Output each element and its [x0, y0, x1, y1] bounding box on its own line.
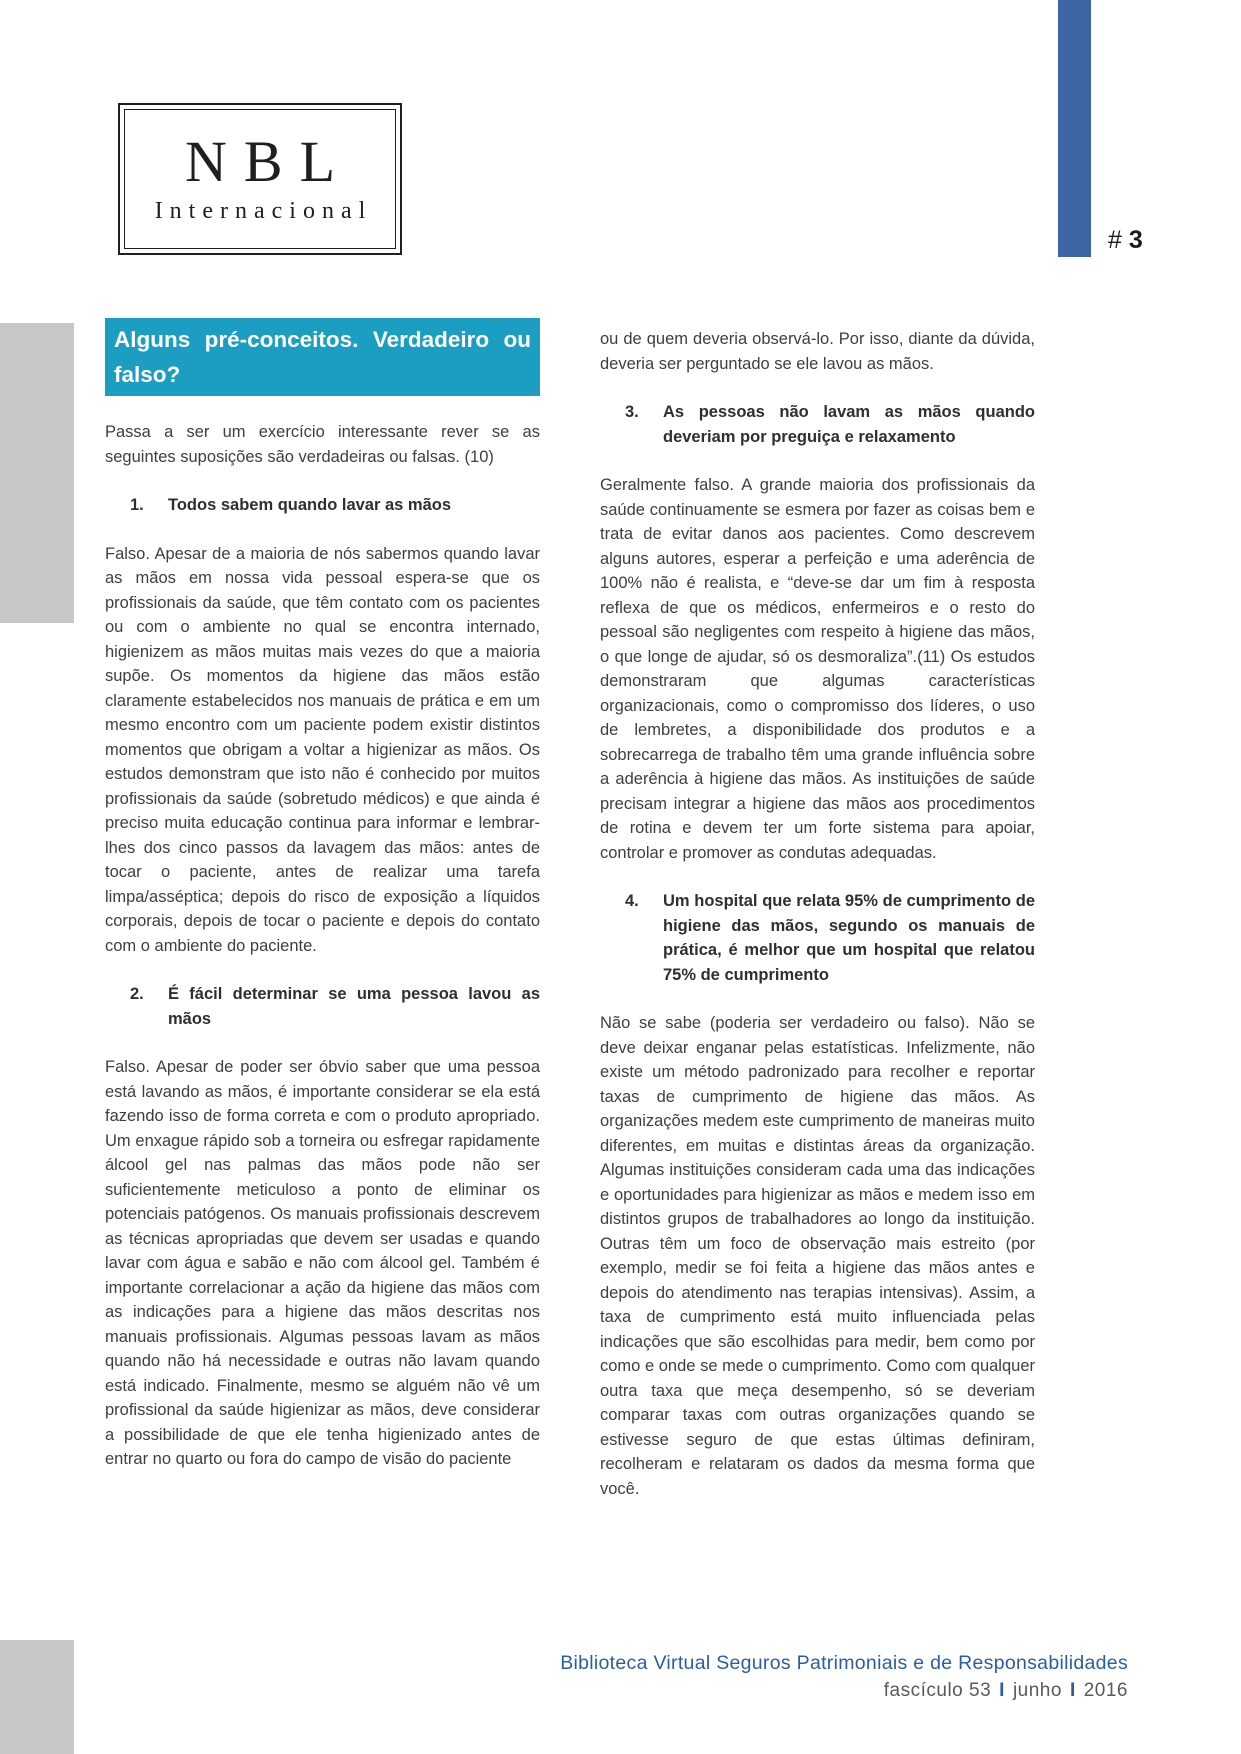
- logo-subtitle: Internacional: [154, 198, 373, 224]
- section-heading: Alguns pré-conceitos. Verdadeiro ou falso?: [105, 318, 540, 396]
- item-3-paragraph: Geralmente falso. A grande maioria dos profissionais da saúde continuamente se esmera por fazer as coisas bem e trata de evitar danos aos pacientes. Como descrevem alguns autores, esperar a perfeição e uma aderência de 100% não é realista, e “deve-se dar um fim à resposta reflexa de que os médicos, enfermeiros e o resto do pessoal são negligentes com respeito à higiene das mãos, o que longe de ajudar, só os desmoraliza”.(11) Os estudos demonstraram que algumas características organizacionais, como o compromisso dos líderes, o uso de lembretes, a disponibilidade dos produtos e a sobrecarrega de trabalho têm uma grande influência sobre a aderência à higiene das mãos. As instituições de saúde precisam integrar a higiene das mãos aos procedimentos de rotina e devem ter um forte sistema para apoiar, controlar e promover as condutas adequadas.: [600, 476, 1035, 862]
- item-3-title: As pessoas não lavam as mãos quando deveriam por preguiça e relaxamento: [663, 403, 1035, 446]
- footer-issue-line: [560, 1680, 1128, 1702]
- left-gray-block-bottom: [0, 1640, 74, 1754]
- continuation-paragraph: ou de quem deveria observá-lo. Por isso, diante da dúvida, deveria ser perguntado se ele lavou as mãos.: [600, 330, 1035, 373]
- page-footer: [560, 1652, 1128, 1702]
- content-columns: [105, 318, 1035, 1501]
- top-blue-bar: [1058, 0, 1091, 257]
- item-2-number: 2.: [130, 985, 144, 1003]
- item-2-paragraph: Falso. Apesar de poder ser óbvio saber que uma pessoa está lavando as mãos, é importante considerar se ela está fazendo isso de forma correta e com o produto apropriado. Um enxague rápido sob a torneira ou esfregar rapidamente álcool gel nas palmas das mãos pode não ser suficientemente meticuloso a ponto de eliminar os potenciais patógenos. Os manuais profissionais descrevem as técnicas apropriadas que devem ser usadas e quando lavar com água e sabão e não com álcool gel. Também é importante correlacionar a ação da higiene das mãos com as indicações para a higiene das mãos descritas nos manuais profissionais. Algumas pessoas lavam as mãos quando não há necessidade e outras não lavam quando está indicado. Finalmente, mesmo se alguém não vê um profissional da saúde higienizar as mãos, deve considerar a possibilidade de que ele tenha higienizado antes de entrar no quarto ou fora do campo de visão do paciente: [105, 1058, 540, 1468]
- logo-title: NBL: [185, 129, 352, 194]
- item-4-paragraph: Não se sabe (poderia ser verdadeiro ou falso). Não se deve deixar enganar pelas estatísticas. Infelizmente, não existe um método padronizado para recolher e reportar taxas de cumprimento de higiene das mãos. As organizações medem este cumprimento de maneiras muito diferentes, em muitas e distintas áreas da organização. Algumas instituições consideram cada uma das indicações e oportunidades para higienizar as mãos e medem isso em distintos grupos de trabalhadores ao longo da instituição. Outras têm um foco de observação mais estreito (por exemplo, medir se foi feita a higiene das mãos antes e depois do atendimento nas terapias intensivas). Assim, a taxa de cumprimento está muito influenciada pelas indicações que são escolhidas para medir, bem como por como e onde se mede o cumprimento. Como com qualquer outra taxa que meça desempenho, só se deveriam comparar taxas com outras organizações quando se estivesse seguro de que estas últimas definiram, recolheram e relataram os dados da mesma forma que você.: [600, 1014, 1035, 1498]
- item-3-number: 3.: [625, 403, 639, 421]
- footer-month: junho: [1012, 1680, 1062, 1701]
- numbered-item-4: [600, 889, 1035, 987]
- page-number-hash: #: [1108, 226, 1122, 254]
- footer-publication-title: Biblioteca Virtual Seguros Patrimoniais e de Responsabilidades: [560, 1652, 1128, 1674]
- page-number: [1108, 226, 1143, 255]
- right-column: [600, 318, 1035, 1501]
- footer-fascicle: fascículo 53: [883, 1680, 992, 1701]
- numbered-item-3: [600, 400, 1035, 449]
- item-1-paragraph: Falso. Apesar de a maioria de nós sabermos quando lavar as mãos em nossa vida pessoal espera-se que os profissionais da saúde, que têm contato com os pacientes ou com o ambiente no qual se encontra internado, higienizem as mãos muitas mais vezes do que a maioria supõe. Os momentos da higiene das mãos estão claramente estabelecidos nos manuais de prática e em um mesmo encontro com um paciente podem existir distintos momentos que obrigam a voltar a higienizar as mãos. Os estudos demonstram que isto não é conhecido por muitos profissionais da saúde (sobretudo médicos) e que ainda é preciso muita educação continua para informar e lembrar-lhes dos cinco passos da lavagem das mãos: antes de tocar o paciente, antes de realizar uma tarefa limpa/asséptica; depois do risco de exposição a líquidos corporais, depois de tocar o paciente e depois do contato com o ambiente do paciente.: [105, 544, 540, 955]
- item-1-number: 1.: [130, 496, 144, 514]
- item-4-number: 4.: [625, 892, 639, 910]
- footer-separator-2: I: [1069, 1680, 1076, 1701]
- left-column: [105, 318, 540, 1501]
- footer-separator-1: I: [999, 1680, 1005, 1701]
- footer-year: 2016: [1083, 1680, 1128, 1701]
- nbl-logo: [118, 103, 402, 255]
- left-gray-block-top: [0, 323, 74, 623]
- item-1-title: Todos sabem quando lavar as mãos: [168, 496, 452, 514]
- item-2-title: É fácil determinar se uma pessoa lavou as mãos: [168, 985, 540, 1028]
- numbered-item-1: [105, 493, 540, 518]
- numbered-item-2: [105, 982, 540, 1031]
- intro-paragraph: Passa a ser um exercício interessante rever se as seguintes suposições são verdadeiras ou falsas. (10): [105, 423, 540, 466]
- nbl-logo-inner-frame: [124, 109, 396, 249]
- item-4-title: Um hospital que relata 95% de cumprimento de higiene das mãos, segundo os manuais de prática, é melhor que um hospital que relatou 75% de cumprimento: [663, 892, 1035, 984]
- page-number-value: 3: [1128, 226, 1143, 254]
